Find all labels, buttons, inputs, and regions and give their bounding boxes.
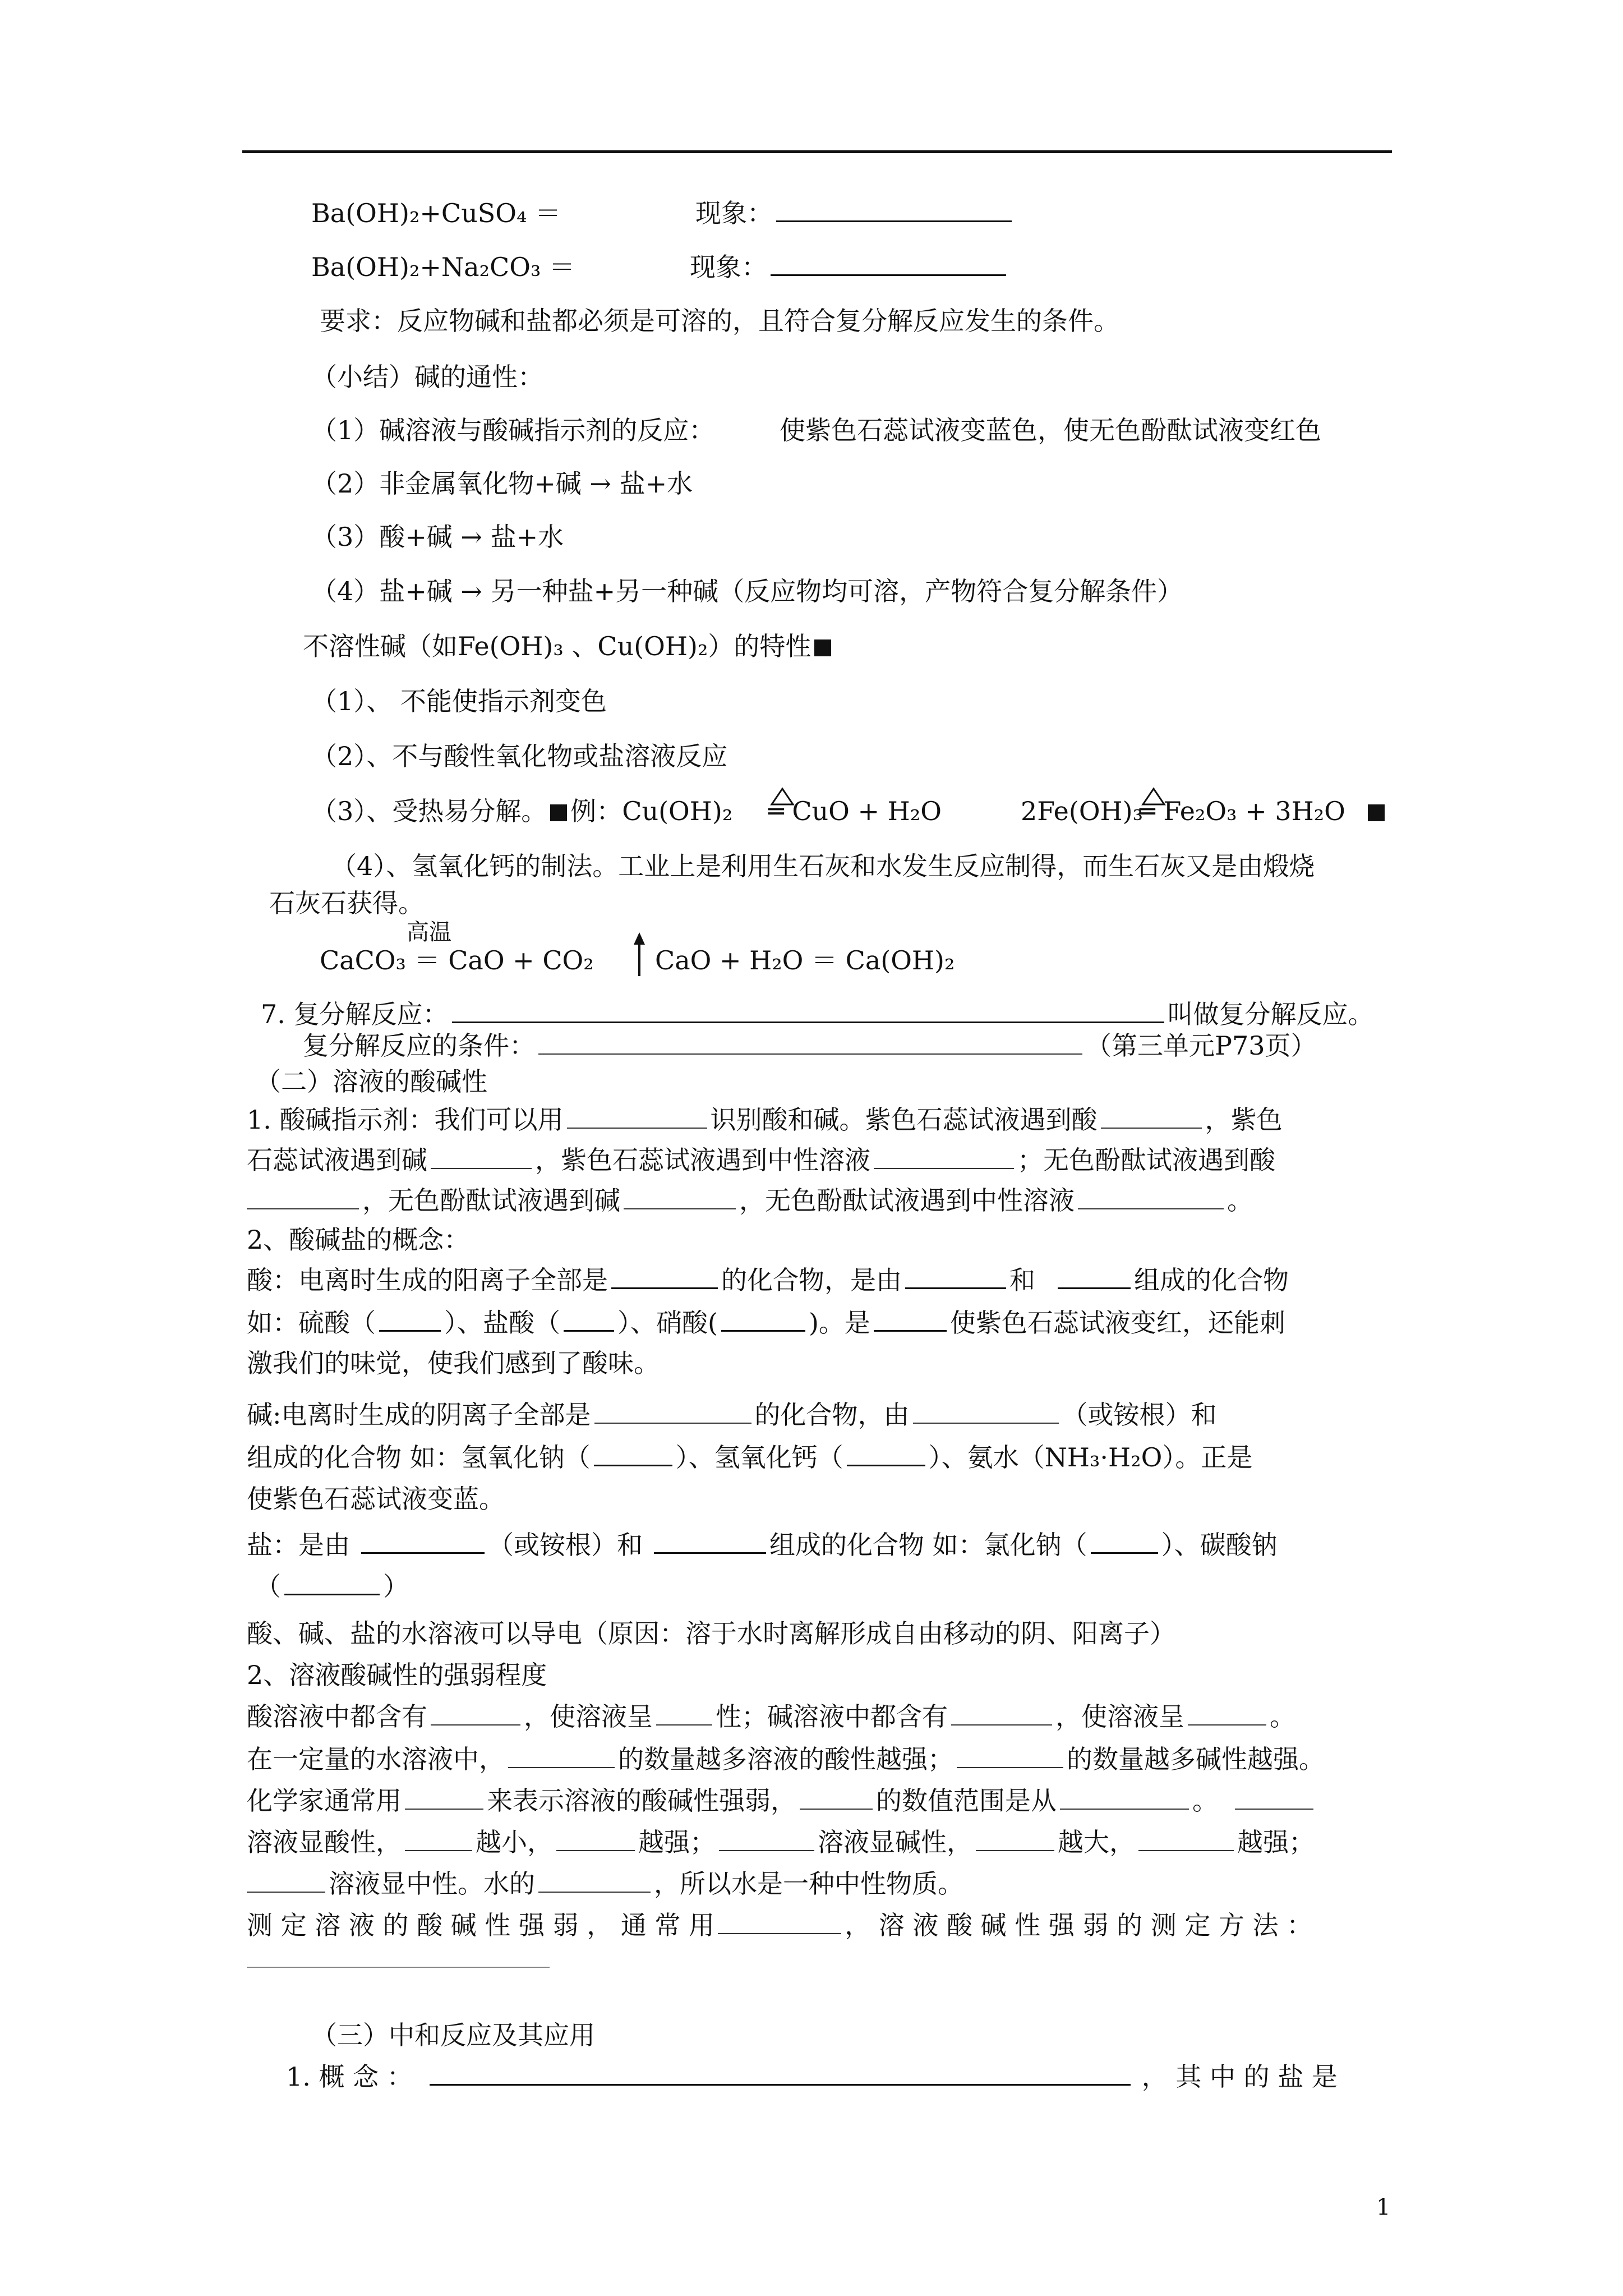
page-number: 1: [1376, 2194, 1391, 2220]
answer-blank[interactable]: [976, 1828, 1054, 1851]
line-12c: ═ CuO + H₂O: [768, 796, 942, 826]
line-39: （三）中和反应及其应用: [311, 2020, 595, 2050]
answer-blank[interactable]: [567, 1105, 707, 1129]
line-14: 石灰石获得。: [269, 888, 424, 918]
gas-arrow-up-icon: [633, 932, 646, 977]
answer-blank[interactable]: [913, 1400, 1059, 1424]
answer-blank[interactable]: [624, 1186, 736, 1209]
line-38: 测 定 溶 液 的 酸 碱 性 强 弱 ， 通 常 用 ， 溶 液 酸 碱 性 强 弱 的 测 定 方 法 ：: [247, 1910, 1313, 1940]
answer-blank[interactable]: [905, 1265, 1006, 1289]
line-15a: CaCO₃ ＝ CaO + CO₂: [320, 945, 594, 976]
line-7: （3）酸+碱 → 盐+水: [311, 522, 564, 552]
answer-blank[interactable]: [247, 1186, 359, 1209]
formula-baoh2-na2co3: Ba(OH)₂+Na₂CO₃ ＝: [311, 252, 575, 282]
line-2: [311, 249, 575, 285]
answer-blank[interactable]: [1078, 1186, 1224, 1209]
answer-blank[interactable]: [594, 1400, 751, 1424]
line-6: （2）非金属氧化物+碱 → 盐+水: [311, 468, 693, 499]
line-27: 组成的化合物 如：氢氧化钠（ ）、氢氧化钙（ ）、氨水（NH₃·H₂O）。正是: [247, 1442, 1253, 1473]
line-24: 如：硫酸（ ）、盐酸（ ）、硝酸( )。是 使紫色石蕊试液变红，还能刺: [247, 1308, 1285, 1338]
line-5b: 使紫色石蕊试液变蓝色，使无色酚酞试液变红色: [780, 415, 1321, 445]
line-12d: 2Fe(OH)₃: [1021, 796, 1144, 826]
answer-blank[interactable]: [611, 1265, 718, 1289]
line-32: 2、溶液酸碱性的强弱程度: [247, 1660, 547, 1690]
line-36: 溶液显酸性， 越小， 越强； 溶液显碱性， 越大， 越强；: [247, 1827, 1315, 1857]
answer-blank[interactable]: [1091, 1530, 1158, 1554]
answer-blank[interactable]: [951, 1702, 1052, 1726]
answer-blank[interactable]: [452, 999, 1164, 1023]
answer-blank[interactable]: [718, 1911, 841, 1934]
formula-baoh2-cuso4: Ba(OH)₂+CuSO₄ ＝: [311, 198, 561, 228]
line-1: [311, 195, 561, 231]
line-3: 要求：反应物碱和盐都必须是可溶的，且符合复分解反应发生的条件。: [320, 306, 1119, 336]
black-square-marker: [814, 639, 831, 656]
line-15b: CaO + H₂O ＝ Ca(OH)₂: [655, 945, 955, 976]
line-17: 复分解反应的条件： （第三单元P73页）: [303, 1030, 1317, 1061]
line-9: 不溶性碱（如Fe(OH)₃ 、Cu(OH)₂）的特性: [303, 628, 834, 664]
answer-blank[interactable]: [721, 1308, 805, 1332]
line-35: 化学家通常用 来表示溶液的酸碱性强弱， 的数值范围是从 。: [247, 1783, 1317, 1819]
line-18: （二）溶液的酸碱性: [255, 1066, 487, 1097]
answer-blank[interactable]: [1058, 1265, 1131, 1289]
answer-blank[interactable]: [771, 252, 1006, 276]
answer-blank[interactable]: [431, 1702, 520, 1726]
answer-blank[interactable]: [1188, 1702, 1266, 1726]
answer-blank[interactable]: [405, 1828, 472, 1851]
line-4: （小结）碱的通性：: [311, 362, 543, 392]
line-1-phenomenon: 现象：: [695, 195, 1015, 231]
condition-high-temp: 高温: [407, 919, 451, 945]
answer-blank[interactable]: [719, 1828, 814, 1851]
line-21: ，无色酚酞试液遇到碱 ，无色酚酞试液遇到中性溶液 。: [247, 1182, 1253, 1218]
answer-blank[interactable]: [284, 1571, 380, 1595]
answer-blank[interactable]: [800, 1786, 873, 1810]
answer-blank[interactable]: [776, 198, 1012, 222]
answer-blank[interactable]: [1101, 1105, 1202, 1129]
line-12: （3）、受热易分解。 例：Cu(OH)₂: [311, 796, 733, 826]
line-22: 2、酸碱盐的概念：: [247, 1225, 470, 1255]
line-2-phenomenon: 现象：: [690, 249, 1009, 285]
line-29: 盐：是由 （或铵根）和 组成的化合物 如：氯化钠（ ）、碳酸钠: [247, 1530, 1278, 1560]
line-26: 碱:电离时生成的阴离子全部是 的化合物，由 （或铵根）和: [247, 1400, 1217, 1430]
header-rule: [242, 150, 1392, 153]
line-19: 1. 酸碱指示剂：我们可以用 识别酸和碱。紫色石蕊试液遇到酸 ，紫色: [247, 1105, 1283, 1135]
answer-blank[interactable]: [654, 1530, 766, 1554]
answer-blank[interactable]: [1235, 1786, 1313, 1810]
answer-blank[interactable]: [430, 2062, 1131, 2086]
line-33: 酸溶液中都含有 ，使溶液呈 性；碱溶液中都含有 ，使溶液呈 。: [247, 1701, 1295, 1732]
line-28: 使紫色石蕊试液变蓝。: [247, 1484, 505, 1514]
answer-blank[interactable]: [361, 1530, 485, 1554]
answer-blank[interactable]: [538, 1031, 1082, 1055]
line-16: 7. 复分解反应： 叫做复分解反应。: [261, 999, 1374, 1029]
answer-blank[interactable]: [874, 1308, 947, 1332]
line-34: 在一定量的水溶液中， 的数量越多溶液的酸性越强； 的数量越多碱性越强。: [247, 1744, 1325, 1774]
black-square-marker: [550, 804, 567, 821]
answer-blank[interactable]: [564, 1308, 614, 1332]
line-20: 石蕊试液遇到碱 ，紫色石蕊试液遇到中性溶液 ；无色酚酞试液遇到酸: [247, 1145, 1275, 1175]
line-13: （4）、氢氧化钙的制法。工业上是利用生石灰和水发生反应制得，而生石灰又是由煅烧: [331, 851, 1315, 881]
answer-blank[interactable]: [405, 1786, 483, 1810]
line-5a: （1）碱溶液与酸碱指示剂的反应：: [311, 415, 715, 445]
answer-blank[interactable]: [1138, 1828, 1234, 1851]
answer-blank[interactable]: [379, 1308, 441, 1332]
line-25: 激我们的味觉，使我们感到了酸味。: [247, 1348, 660, 1378]
line-30: （ ）: [255, 1571, 409, 1602]
line-37: 溶液显中性。水的 ，所以水是一种中性物质。: [247, 1866, 963, 1902]
line-8: （4）盐+碱 → 另一种盐+另一种碱（反应物均可溶，产物符合复分解条件）: [311, 576, 1183, 606]
answer-blank[interactable]: [594, 1442, 672, 1466]
answer-blank[interactable]: [247, 1869, 325, 1893]
answer-blank[interactable]: [656, 1702, 712, 1726]
answer-blank[interactable]: [431, 1145, 532, 1169]
line-10: （1）、 不能使指示剂变色: [311, 686, 607, 716]
line-12e: ═ Fe₂O₃ + 3H₂O: [1140, 793, 1388, 829]
answer-blank[interactable]: [556, 1828, 635, 1851]
answer-blank[interactable]: [847, 1442, 925, 1466]
answer-blank[interactable]: [874, 1145, 1014, 1169]
answer-blank[interactable]: [957, 1745, 1063, 1768]
black-square-marker: [1368, 804, 1385, 821]
answer-blank[interactable]: [1060, 1786, 1189, 1810]
answer-blank-line[interactable]: [247, 1967, 550, 1968]
answer-blank[interactable]: [508, 1745, 615, 1768]
line-40: 1. 概 念 ： ， 其 中 的 盐 是: [286, 2062, 1338, 2092]
line-11: （2）、不与酸性氧化物或盐溶液反应: [311, 741, 728, 771]
line-23: 酸：电离时生成的阳离子全部是 的化合物，是由 和 组成的化合物: [247, 1265, 1289, 1295]
line-31: 酸、碱、盐的水溶液可以导电（原因：溶于水时离解形成自由移动的阴、阳离子）: [247, 1618, 1175, 1649]
answer-blank[interactable]: [538, 1869, 651, 1893]
